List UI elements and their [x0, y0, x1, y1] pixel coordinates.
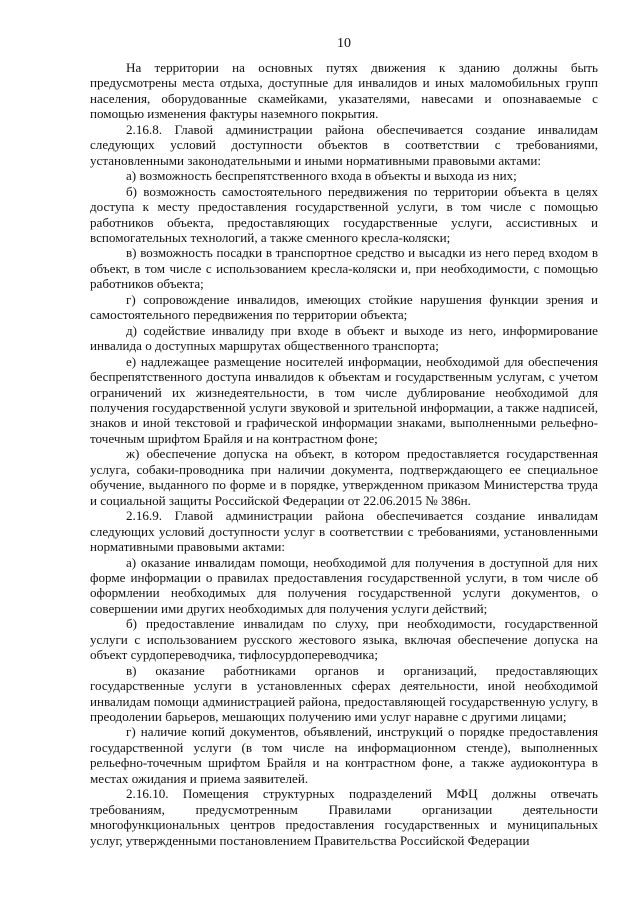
list-item-a-2: а) оказание инвалидам помощи, необходимой для получения в доступной для них форме информации о правилах предоставления государственной услуги, в том числе об оформлении необходимых для получения государственной услуги документов, о совершении ими других необходимых для получения услуги действий; [90, 554, 598, 616]
list-item-v-2: в) оказание работниками органов и организаций, предоставляющих государственные услуги в установленных сферах деятельности, иной необходимой инвалидам помощи администрацией района, предоставляющей государственную услугу, в преодолении барьеров, мешающих получению ими услуг наравне с другими лицами; [90, 662, 598, 725]
paragraph-2-16-9: 2.16.9. Главой администрации района обеспечивается создание инвалидам следующих условий доступности услуг в соответствии с требованиями, установленными нормативными правовыми актами: [90, 508, 598, 555]
paragraph-rest-areas: На территории на основных путях движения к зданию должны быть предусмотрены места отдыха, доступные для инвалидов и иных маломобильных групп населения, оборудованные скамейками, указателями, навесами и опознаваемые с помощью изменения фактуры наземного покрытия. [90, 60, 598, 122]
list-item-d: д) содействие инвалиду при входе в объект и выходе из него, информирование инвалида о доступных маршрутах общественного транспорта; [90, 322, 598, 354]
page-number: 10 [337, 36, 351, 51]
list-item-a: а) возможность беспрепятственного входа в объекты и выхода из них; [126, 168, 517, 184]
list-item-v: в) возможность посадки в транспортное средство и высадки из него перед входом в объект, в том числе с использованием кресла-коляски и, при необходимости, с помощью работников объекта; [90, 245, 598, 292]
list-item-zh: ж) обеспечение допуска на объект, в котором предоставляется государственная услуга, собаки-проводника при наличии документа, подтверждающего ее специальное обучение, выданного по форме и в порядке, утвержденном приказом Министерства труда и социальной защиты Российской Федерации от 22.06.2015 № 386н. [90, 446, 598, 508]
list-item-g-2: г) наличие копий документов, объявлений, инструкций о порядке предоставления государственной услуги (в том числе на информационном стенде), выполненных рельефно-точечным шрифтом Брайля и на контрастном фоне, а также аудиоконтура в местах ожидания и приема заявителей. [90, 724, 598, 786]
list-item-g: г) сопровождение инвалидов, имеющих стойкие нарушения функции зрения и самостоятельного передвижения по территории объекта; [90, 291, 598, 323]
paragraph-2-16-8: 2.16.8. Главой администрации района обеспечивается создание инвалидам следующих условий доступности объектов в соответствии с требованиями, установленными законодательными и иными нормативными правовыми актами: [90, 121, 598, 168]
document-body [90, 60, 598, 848]
list-item-e: е) надлежащее размещение носителей информации, необходимой для обеспечения беспрепятственного доступа инвалидов к объектам и государственным услугам, с учетом ограничений их жизнедеятельности, в том числе дублирование необходимой для получения государственной услуги звуковой и зрительной информации, а также надписей, знаков и иной текстовой и графической информации знаками, выполненными рельефно-точечным шрифтом Брайля и на контрастном фоне; [90, 353, 598, 446]
list-item-b-2: б) предоставление инвалидам по слуху, при необходимости, государственной услуги с использованием русского жестового языка, включая обеспечение допуска на объект сурдопереводчика, тифлосурдопереводчика; [90, 616, 598, 663]
paragraph-2-16-10: 2.16.10. Помещения структурных подразделений МФЦ должны отвечать требованиям, предусмотренным Правилами организации деятельности многофункциональных центров предоставления государственных и муниципальных услуг, утвержденными постановлением Правительства Российской Федерации [90, 786, 598, 848]
list-item-b: б) возможность самостоятельного передвижения по территории объекта в целях доступа к месту предоставления государственной услуги, в том числе с помощью работников объекта, предоставляющих государственные услуги, ассистивных и вспомогательных технологий, а также сменного кресла-коляски; [90, 183, 598, 245]
